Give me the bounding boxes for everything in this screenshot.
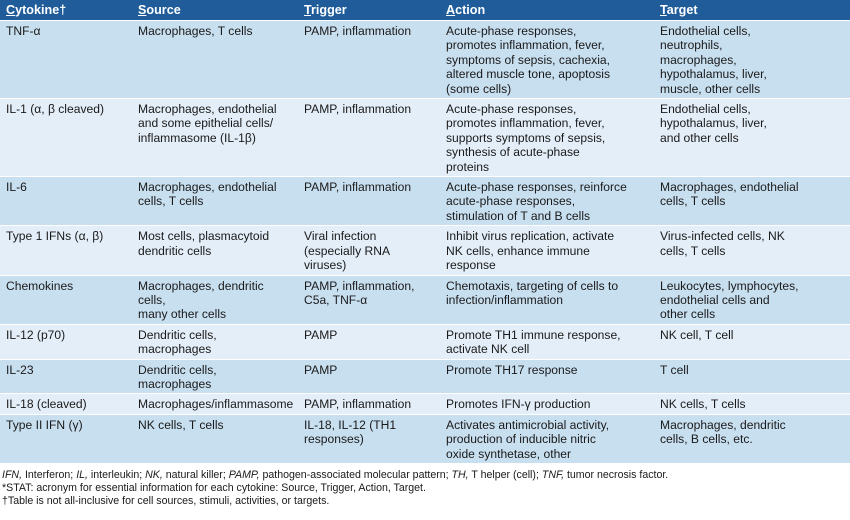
cell-action: Acute-phase responses, reinforce acute-phase responses, stimulation of T and B cells [440,177,654,226]
cell-target: Leukocytes, lymphocytes, endothelial cells and other cells [654,275,850,324]
table-row [0,21,850,99]
abbreviation-definition: interleukin; [87,468,146,481]
cell-trigger: IL-18, IL-12 (TH1 responses) [298,414,440,463]
cell-trigger: PAMP, inflammation [298,177,440,226]
abbreviation-term: TNF, [541,468,565,481]
cell-source: Dendritic cells, macrophages [132,324,298,359]
dagger-footnote: †Table is not all-inclusive for cell sources, stimuli, activities, or targets. [2,495,330,508]
cell-target: Macrophages, dendritic cells, B cells, etc. [654,414,850,463]
table-row [0,324,850,359]
cell-target: Endothelial cells, hypothalamus, liver, and other cells [654,99,850,177]
cell-cytokine: TNF-α [0,21,132,99]
abbreviation-definition: Interferon; [22,468,77,481]
cell-source: Macrophages, dendritic cells, many other cells [132,275,298,324]
cell-trigger: Viral infection (especially RNA viruses) [298,226,440,275]
cell-trigger: PAMP, inflammation [298,394,440,414]
header-trigger: Trigger [298,0,440,21]
cell-source: Macrophages, endothelial and some epithelial cells/ inflammasome (IL-1β) [132,99,298,177]
cell-trigger: PAMP, inflammation, C5a, TNF-α [298,275,440,324]
header-target: Target [654,0,850,21]
cell-cytokine: IL-1 (α, β cleaved) [0,99,132,177]
cell-trigger: PAMP [298,359,440,394]
abbreviation-definition: tumor necrosis factor. [564,468,669,481]
cell-target: NK cell, T cell [654,324,850,359]
cell-action: Promote TH17 response [440,359,654,394]
cell-cytokine: IL-18 (cleaved) [0,394,132,414]
table-body [0,21,850,464]
cell-trigger: PAMP, inflammation [298,99,440,177]
cell-source: Macrophages, T cells [132,21,298,99]
cell-target: NK cells, T cells [654,394,850,414]
table-row [0,359,850,394]
table-row [0,414,850,463]
stat-footnote: *STAT: acronym for essential information for each cytokine: Source, Trigger, Action, Target. [2,482,426,495]
cell-action: Acute-phase responses, promotes inflammation, fever, supports symptoms of sepsis, synthesis of acute-phase proteins [440,99,654,177]
abbreviation-definition: natural killer; [162,468,229,481]
abbreviation-definition: T helper (cell); [468,468,542,481]
cell-source: Most cells, plasmacytoid dendritic cells [132,226,298,275]
header-cytokine: Cytokine† [0,0,132,21]
cell-action: Chemotaxis, targeting of cells to infection/inflammation [440,275,654,324]
cell-action: Promotes IFN-γ production [440,394,654,414]
table-header-row [0,0,850,21]
cell-source: NK cells, T cells [132,414,298,463]
table-footnotes [0,464,850,509]
cell-target: Macrophages, endothelial cells, T cells [654,177,850,226]
abbreviation-term: IFN, [2,468,23,481]
table-row [0,226,850,275]
abbreviations-footnote [2,469,850,482]
cell-trigger: PAMP, inflammation [298,21,440,99]
abbreviation-term: NK, [145,468,163,481]
cell-cytokine: Chemokines [0,275,132,324]
table-row [0,177,850,226]
cell-target: T cell [654,359,850,394]
cell-source: Macrophages, endothelial cells, T cells [132,177,298,226]
table-row [0,275,850,324]
cell-source: Dendritic cells, macrophages [132,359,298,394]
cell-trigger: PAMP [298,324,440,359]
cell-cytokine: IL-12 (p70) [0,324,132,359]
abbreviation-definition: pathogen-associated molecular pattern; [259,468,452,481]
table-row [0,99,850,177]
cell-cytokine: IL-6 [0,177,132,226]
cell-action: Promote TH1 immune response, activate NK cell [440,324,654,359]
header-action: Action [440,0,654,21]
cell-action: Inhibit virus replication, activate NK cells, enhance immune response [440,226,654,275]
abbreviation-term: IL, [76,468,88,481]
cell-source: Macrophages/inflammasome [132,394,298,414]
header-source: Source [132,0,298,21]
cell-target: Virus-infected cells, NK cells, T cells [654,226,850,275]
cell-cytokine: Type II IFN (γ) [0,414,132,463]
abbreviation-term: TH, [451,468,469,481]
abbreviation-term: PAMP, [228,468,260,481]
cell-target: Endothelial cells, neutrophils, macrophages, hypothalamus, liver, muscle, other cells [654,21,850,99]
cell-cytokine: Type 1 IFNs (α, β) [0,226,132,275]
cell-action: Acute-phase responses, promotes inflammation, fever, symptoms of sepsis, cachexia, altered muscle tone, apoptosis (some cells) [440,21,654,99]
cell-action: Activates antimicrobial activity, production of inducible nitric oxide synthetase, other [440,414,654,463]
table-row [0,394,850,414]
cell-cytokine: IL-23 [0,359,132,394]
